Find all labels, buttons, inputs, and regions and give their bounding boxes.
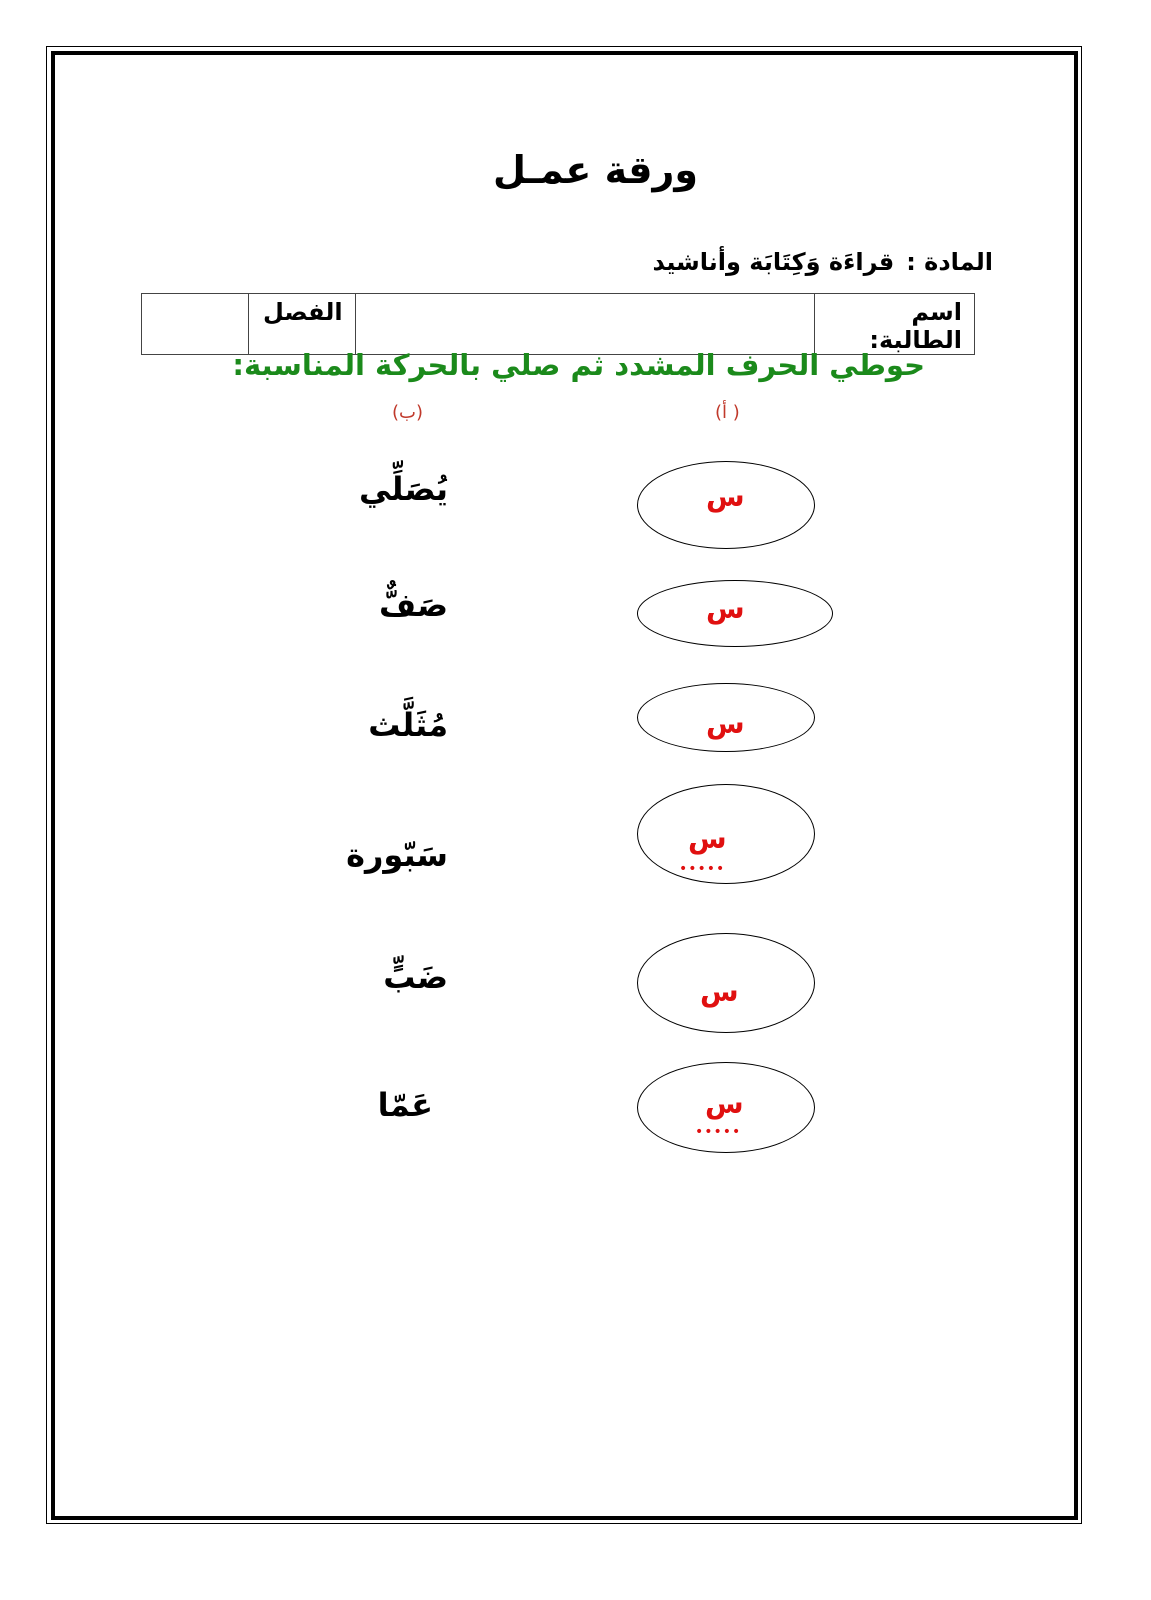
word-item[interactable]: صَفٌّ bbox=[378, 586, 448, 624]
word-item[interactable]: مُثَلَّث bbox=[368, 706, 448, 744]
target-letter: س bbox=[706, 480, 745, 513]
subject-value: قراءَة وَكِتَابَة وأناشيد bbox=[652, 248, 895, 276]
instruction-text: حوطي الحرف المشدد ثم صلي بالحركة المناسبة: bbox=[232, 348, 925, 382]
student-name-label: اسم الطالبة: bbox=[815, 294, 975, 355]
student-name-field[interactable] bbox=[355, 294, 815, 355]
target-letter: س bbox=[706, 707, 745, 740]
subject-label: المادة : bbox=[906, 248, 993, 276]
word-item[interactable]: عَمّا bbox=[377, 1086, 433, 1124]
dot-marks: ••••• bbox=[679, 861, 726, 877]
word-item[interactable]: سَبّورة bbox=[346, 836, 448, 874]
target-letter: س bbox=[706, 592, 745, 625]
target-letter: س bbox=[700, 975, 739, 1008]
dot-marks: ••••• bbox=[695, 1124, 742, 1140]
class-field[interactable] bbox=[142, 294, 249, 355]
target-letter: س bbox=[688, 822, 727, 855]
column-a-label: ( أ) bbox=[715, 402, 740, 423]
word-item[interactable]: ضَبٍّ bbox=[383, 958, 448, 996]
column-b-label: (ب) bbox=[392, 402, 423, 423]
student-info-table bbox=[141, 293, 975, 355]
worksheet-title: ورقة عمـل bbox=[493, 148, 698, 192]
word-item[interactable]: يُصَلِّي bbox=[359, 470, 448, 508]
class-label: الفصل bbox=[248, 294, 355, 355]
target-letter: س bbox=[705, 1087, 744, 1120]
subject-line bbox=[653, 248, 993, 276]
